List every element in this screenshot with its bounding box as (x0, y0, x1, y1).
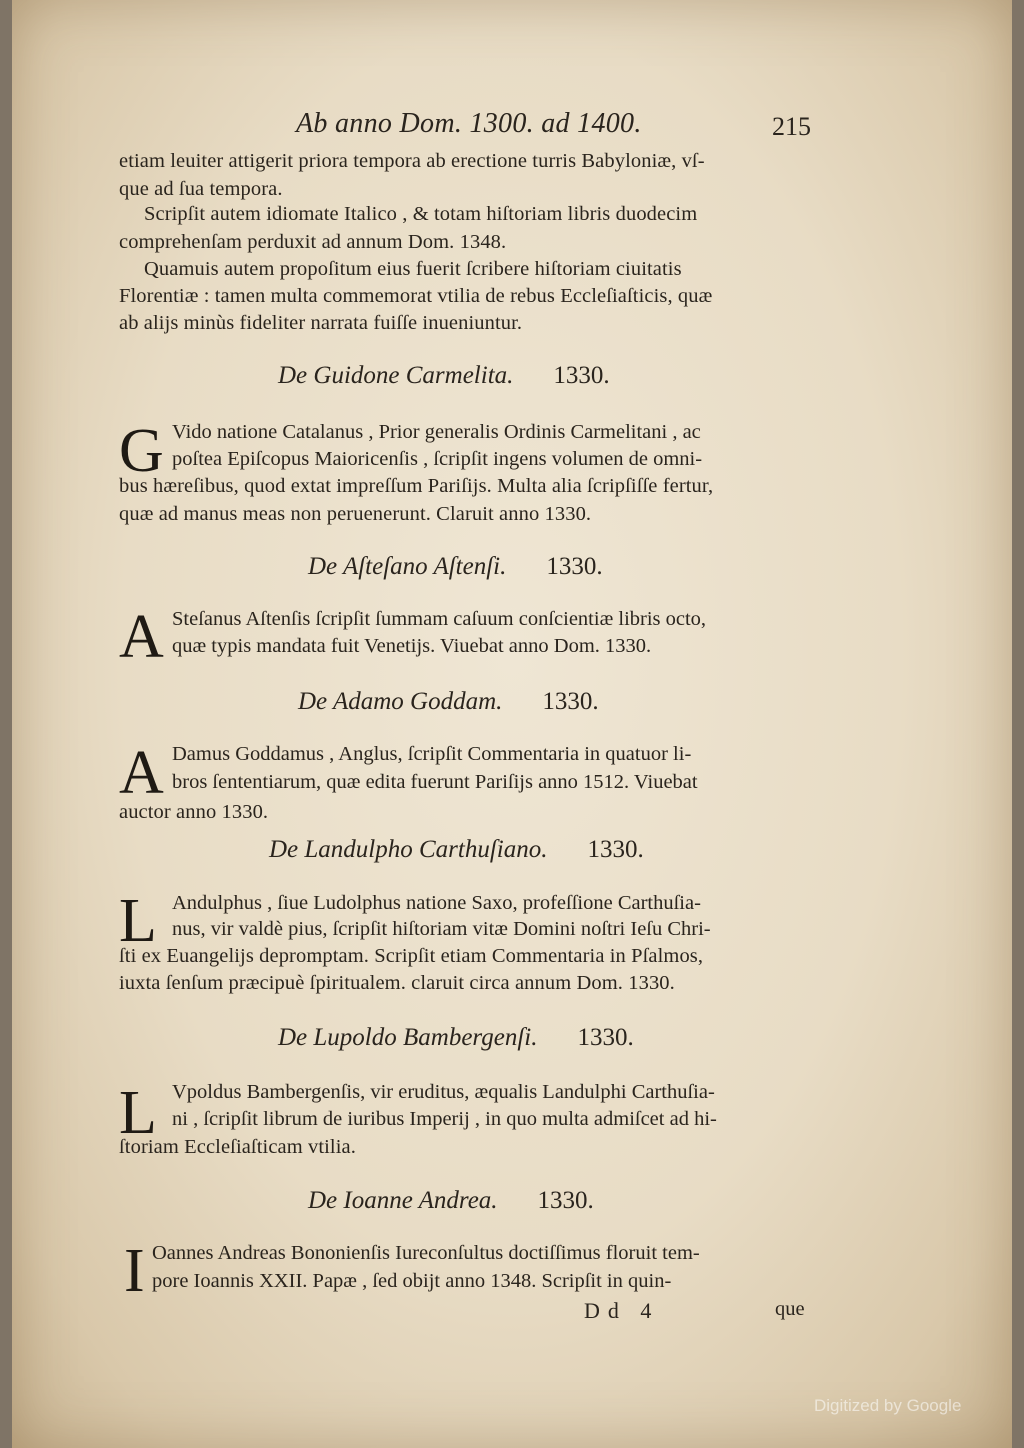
entry-year: 1330. (537, 1187, 594, 1214)
drop-cap-initial: G (119, 417, 164, 485)
text-line: Damus Goddamus , Anglus, ſcripſit Commentaria in quatuor li- (172, 743, 692, 765)
drop-cap-initial: L (119, 1079, 157, 1147)
text-line: Scripſit autem idiomate Italico , & totam hiſtoriam libris duodecim (144, 203, 698, 225)
entry-heading (278, 362, 610, 390)
entry-title: De Ioanne Andrea. (308, 1187, 498, 1214)
entry-title: De Guidone Carmelita. (278, 362, 514, 389)
text-line: Quamuis autem propoſitum eius fuerit ſcribere hiſtoriam ciuitatis (144, 258, 682, 280)
entry-year: 1330. (587, 836, 644, 863)
text-line: Vpoldus Bambergenſis, vir eruditus, æqualis Landulphi Carthuſia- (172, 1081, 715, 1103)
text-line: que ad ſua tempora. (119, 178, 283, 200)
text-line: etiam leuiter attigerit priora tempora ab erectione turris Babyloniæ, vſ- (119, 150, 705, 172)
text-line: quæ ad manus meas non peruenerunt. Claruit anno 1330. (119, 503, 592, 525)
text-line: bus hæreſibus, quod extat impreſſum Pariſijs. Multa alia ſcripſiſſe fertur, (119, 475, 714, 497)
text-line: pore Ioannis XXII. Papæ , ſed obijt anno 1348. Scripſit in quin- (152, 1270, 672, 1292)
entry-year: 1330. (577, 1024, 634, 1051)
entry-heading (298, 688, 599, 716)
text-line: auctor anno 1330. (119, 801, 269, 823)
entry-year: 1330. (542, 688, 599, 715)
signature-mark: Dd 4 (584, 1298, 660, 1323)
drop-cap-initial: A (119, 603, 164, 671)
text-line: ſtoriam Eccleſiaſticam vtilia. (119, 1136, 356, 1158)
text-line: Steſanus Aſtenſis ſcripſit ſummam caſuum conſcientiæ libris octo, (172, 608, 707, 630)
text-line: Vido natione Catalanus , Prior generalis Ordinis Carmelitani , ac (172, 421, 701, 443)
text-line: Florentiæ : tamen multa commemorat vtilia de rebus Eccleſiaſticis, quæ (119, 285, 713, 307)
digitization-watermark: Digitized by Google (814, 1396, 962, 1415)
catchword: que (775, 1298, 805, 1320)
drop-cap-initial: A (119, 739, 164, 807)
entry-title: De Landulpho Carthuſiano. (269, 836, 548, 863)
entry-heading (308, 553, 603, 581)
running-title: Ab anno Dom. 1300. ad 1400. (296, 108, 642, 139)
text-line: comprehenſam perduxit ad annum Dom. 1348. (119, 231, 507, 253)
entry-title: De Aſteſano Aſtenſi. (308, 553, 507, 580)
entry-heading (308, 1187, 594, 1215)
text-line: ni , ſcripſit librum de iuribus Imperij , in quo multa admiſcet ad hi- (172, 1108, 717, 1130)
entry-title: De Adamo Goddam. (298, 688, 503, 715)
text-line: ab alijs minùs fideliter narrata fuiſſe inueniuntur. (119, 312, 523, 334)
entry-year: 1330. (546, 553, 603, 580)
text-line: quæ typis mandata fuit Venetijs. Viuebat anno Dom. 1330. (172, 635, 652, 657)
entry-year: 1330. (553, 362, 610, 389)
text-line: nus, vir valdè pius, ſcripſit hiſtoriam vitæ Domini noſtri Ieſu Chri- (172, 918, 711, 940)
text-line: Oannes Andreas Bononienſis Iureconſultus doctiſſimus floruit tem- (152, 1242, 700, 1264)
drop-cap-initial: L (119, 887, 157, 955)
text-line: bros ſententiarum, quæ edita fuerunt Pariſijs anno 1512. Viuebat (172, 771, 698, 793)
entry-title: De Lupoldo Bambergenſi. (278, 1024, 538, 1051)
text-line: poſtea Epiſcopus Maioricenſis , ſcripſit ingens volumen de omni- (172, 448, 703, 470)
entry-heading (269, 836, 644, 864)
drop-cap-initial: I (124, 1237, 145, 1305)
entry-heading (278, 1024, 634, 1052)
text-line: Andulphus , ſiue Ludolphus natione Saxo, profeſſione Carthuſia- (172, 892, 701, 914)
text-line: iuxta ſenſum præcipuè ſpiritualem. claruit circa annum Dom. 1330. (119, 972, 675, 994)
page-number: 215 (772, 112, 811, 141)
book-page (12, 0, 1012, 1448)
text-line: ſti ex Euangelijs depromptam. Scripſit etiam Commentaria in Pſalmos, (119, 945, 704, 967)
